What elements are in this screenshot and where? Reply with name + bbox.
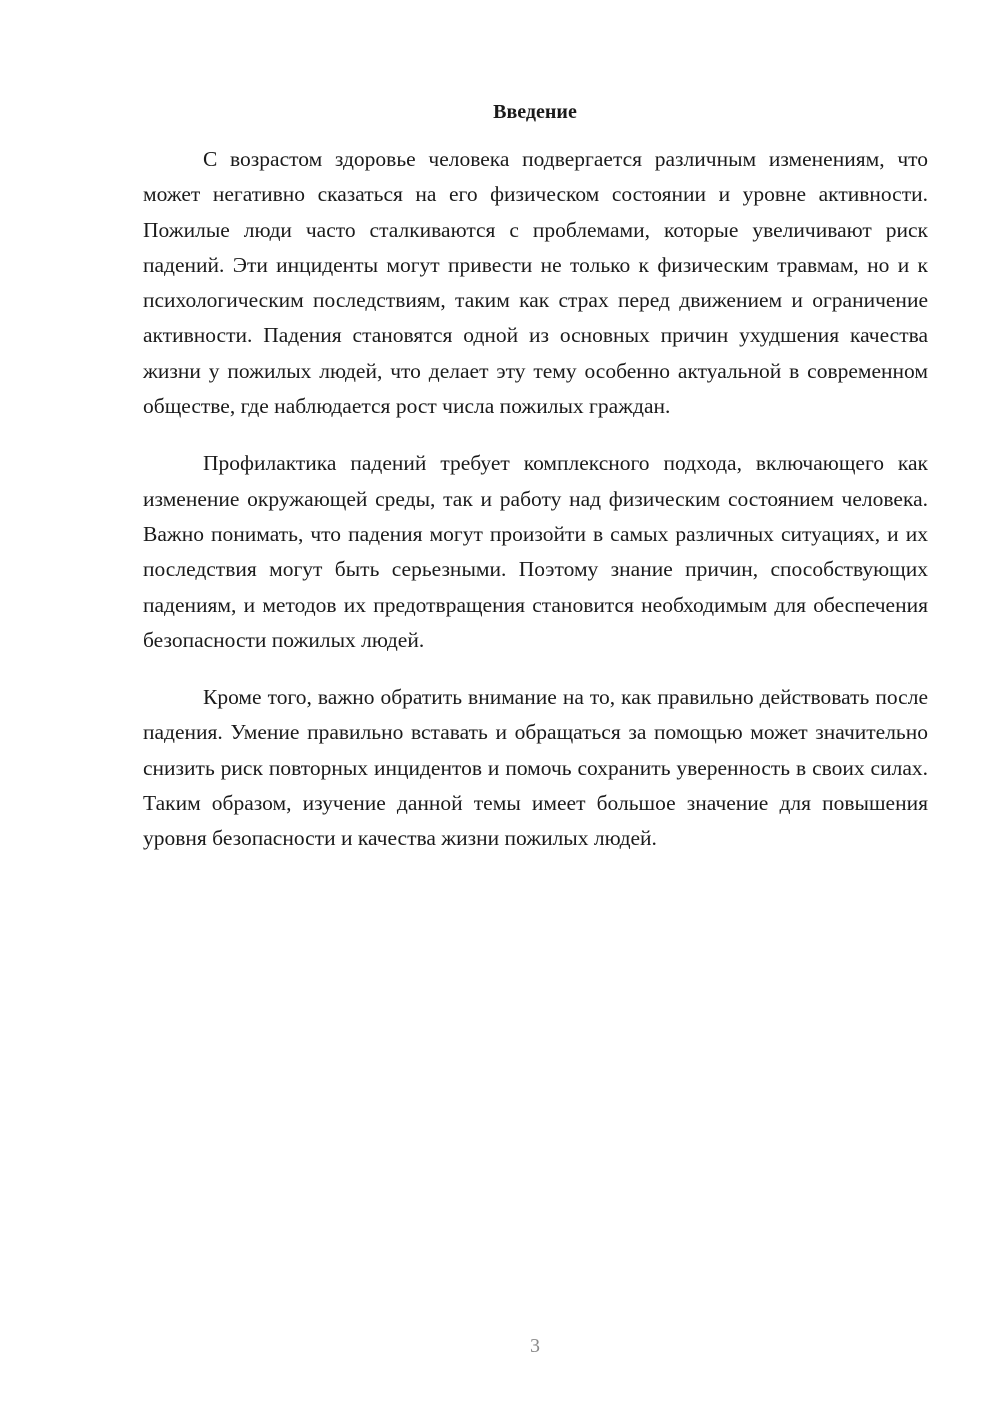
paragraph-3: Кроме того, важно обратить внимание на то, как правильно действовать после падения. Умение правильно вставать и обращаться за помощью может значительно снизить риск повторных инцидентов и помочь сохранить уверенность в своих силах. Таким образом, изучение данной темы имеет большое значение для повышения уровня безопасности и качества жизни пожилых людей.: [143, 685, 928, 851]
page-number: 3: [530, 1335, 540, 1357]
body-text: [143, 142, 928, 879]
paragraph-1: С возрастом здоровье человека подвергается различным изменениям, что может негативно сказаться на его физическом состоянии и уровне активности. Пожилые люди часто сталкиваются с проблемами, которые увеличивают риск падений. Эти инциденты могут привести не только к физическим травмам, но и к психологическим последствиям, таким как страх перед движением и ограничение активности. Падения становятся одной из основных причин ухудшения качества жизни у пожилых людей, что делает эту тему особенно актуальной в современном обществе, где наблюдается рост числа пожилых граждан.: [143, 147, 928, 419]
section-heading: Введение: [493, 101, 577, 123]
paragraph-2: Профилактика падений требует комплексного подхода, включающего как изменение окружающей среды, так и работу над физическим состоянием человека. Важно понимать, что падения могут произойти в самых различных ситуациях, и их последствия могут быть серьезными. Поэтому знание причин, способствующих падениям, и методов их предотвращения становится необходимым для обеспечения безопасности пожилых людей.: [143, 451, 928, 652]
